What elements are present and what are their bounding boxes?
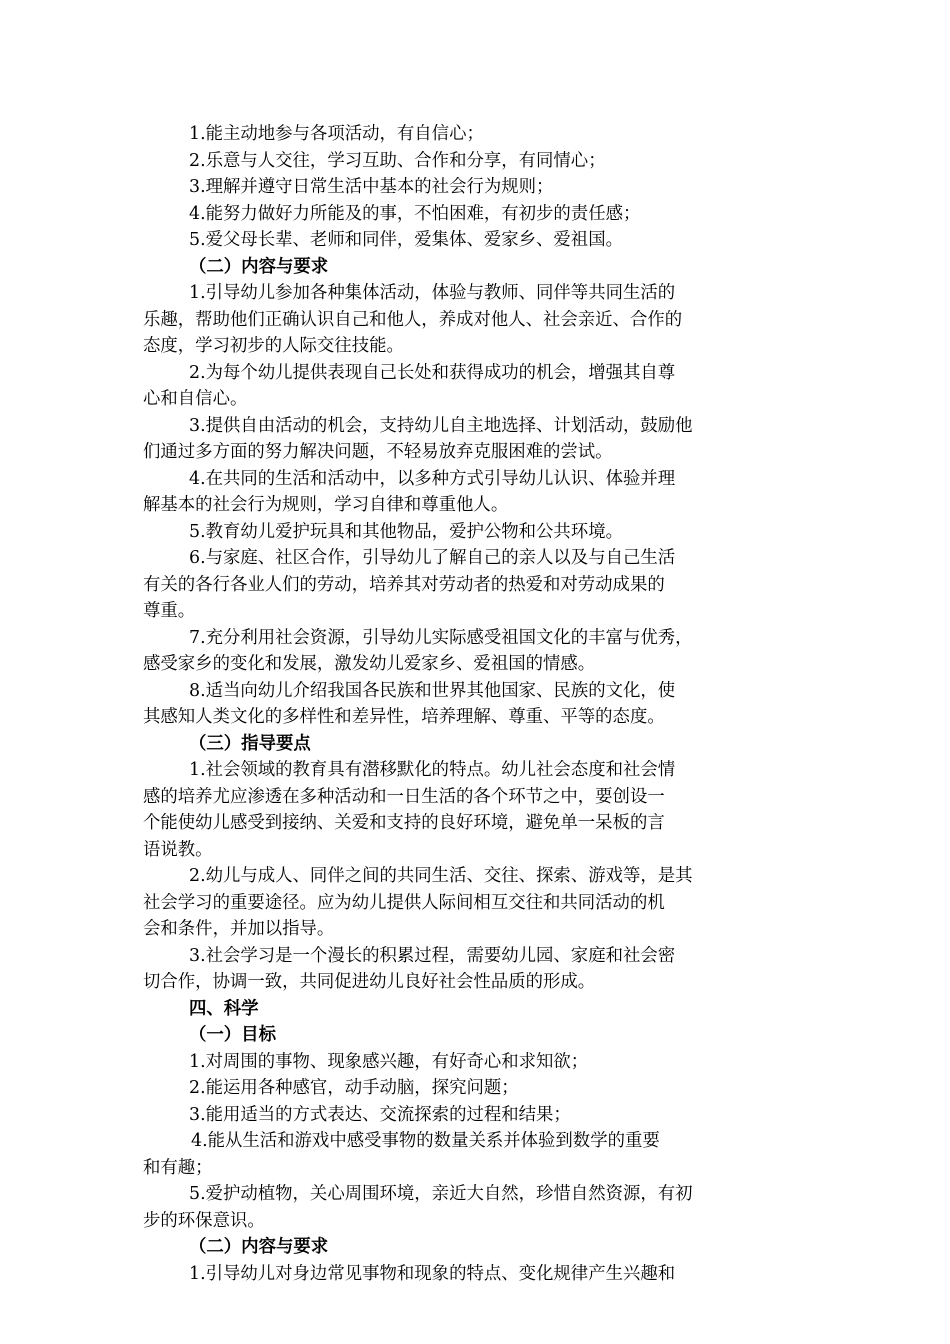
paragraph-line: 解基本的社会行为规则，学习自律和尊重他人。 — [143, 495, 509, 515]
paragraph-line: 3.社会学习是一个漫长的积累过程，需要幼儿园、家庭和社会密 — [189, 945, 676, 966]
section-heading: （二）内容与要求 — [189, 256, 329, 277]
paragraph-line: 6.与家庭、社区合作，引导幼儿了解自己的亲人以及与自己生活 — [189, 548, 676, 568]
paragraph-line: 其感知人类文化的多样性和差异性，培养理解、尊重、平等的态度。 — [143, 707, 665, 727]
section-heading: （二）内容与要求 — [189, 1237, 329, 1257]
paragraph-line: 1.社会领域的教育具有潜移默化的特点。幼儿社会态度和社会情 — [189, 760, 676, 780]
section-heading: （一）目标 — [189, 1025, 276, 1045]
paragraph-line: 3.能用适当的方式表达、交流探索的过程和结果； — [189, 1104, 571, 1125]
paragraph-line: 1.引导幼儿参加各种集体活动，体验与教师、同伴等共同生活的 — [189, 283, 676, 303]
section-heading: （三）指导要点 — [189, 733, 311, 754]
paragraph-line: 乐趣，帮助他们正确认识自己和他人，养成对他人、社会亲近、合作的 — [143, 309, 683, 330]
paragraph-line: 2.乐意与人交往，学习互助、合作和分享，有同情心； — [189, 150, 606, 171]
paragraph-line: 5.爱护动植物，关心周围环境，亲近大自然，珍惜自然资源，有初 — [189, 1184, 693, 1204]
paragraph-line: 4.能努力做好力所能及的事，不怕困难，有初步的责任感； — [189, 203, 641, 224]
paragraph-line: 3.提供自由活动的机会，支持幼儿自主地选择、计划活动，鼓励他 — [189, 415, 693, 436]
paragraph-line: 1.能主动地参与各项活动，有自信心； — [189, 124, 484, 144]
paragraph-line: 7.充分利用社会资源，引导幼儿实际感受祖国文化的丰富与优秀， — [189, 627, 693, 648]
paragraph-line: 1.引导幼儿对身边常见事物和现象的特点、变化规律产生兴趣和 — [189, 1263, 676, 1284]
paragraph-line: 和有趣； — [143, 1157, 213, 1178]
paragraph-line: 们通过多方面的努力解决问题，不轻易放弃克服困难的尝试。 — [143, 442, 613, 462]
paragraph-line: 感的培养尤应渗透在多种活动和一日生活的各个环节之中，要创设一 — [143, 786, 665, 807]
paragraph-line: 3.理解并遵守日常生活中基本的社会行为规则； — [189, 177, 554, 197]
paragraph-line: 个能使幼儿感受到接纳、关爱和支持的良好环境，避免单一呆板的言 — [143, 813, 665, 833]
paragraph-line: 态度，学习初步的人际交往技能。 — [143, 336, 404, 356]
section-heading: 四、科学 — [189, 998, 259, 1019]
paragraph-line: 切合作，协调一致，共同促进幼儿良好社会性品质的形成。 — [143, 972, 596, 992]
paragraph-line: 步的环保意识。 — [143, 1210, 265, 1231]
paragraph-line: 4.能从生活和游戏中感受事物的数量关系并体验到数学的重要 — [191, 1131, 660, 1151]
paragraph-line: 1.对周围的事物、现象感兴趣，有好奇心和求知欲； — [189, 1051, 589, 1072]
paragraph-line: 语说教。 — [143, 839, 213, 860]
paragraph-line: 尊重。 — [143, 601, 196, 621]
paragraph-line: 5.教育幼儿爱护玩具和其他物品，爱护公物和公共环境。 — [189, 521, 623, 542]
document-body — [143, 121, 811, 1287]
paragraph-line: 2.幼儿与成人、同伴之间的共同生活、交往、探索、游戏等，是其 — [189, 866, 693, 886]
paragraph-line: 有关的各行各业人们的劳动，培养其对劳动者的热爱和对劳动成果的 — [143, 574, 665, 595]
paragraph-line: 2.能运用各种感官，动手动脑，探究问题； — [189, 1078, 519, 1098]
paragraph-line: 5.爱父母长辈、老师和同伴，爱集体、爱家乡、爱祖国。 — [189, 230, 623, 250]
paragraph-line: 社会学习的重要途径。应为幼儿提供人际间相互交往和共同活动的机 — [143, 892, 665, 913]
paragraph-line: 4.在共同的生活和活动中，以多种方式引导幼儿认识、体验并理 — [189, 468, 676, 489]
paragraph-line: 2.为每个幼儿提供表现自己长处和获得成功的机会，增强其自尊 — [189, 362, 676, 383]
paragraph-line: 8.适当向幼儿介绍我国各民族和世界其他国家、民族的文化，使 — [189, 680, 676, 701]
paragraph-line: 感受家乡的变化和发展，激发幼儿爱家乡、爱祖国的情感。 — [143, 654, 596, 674]
paragraph-line: 心和自信心。 — [143, 389, 248, 409]
paragraph-line: 会和条件，并加以指导。 — [143, 919, 335, 939]
